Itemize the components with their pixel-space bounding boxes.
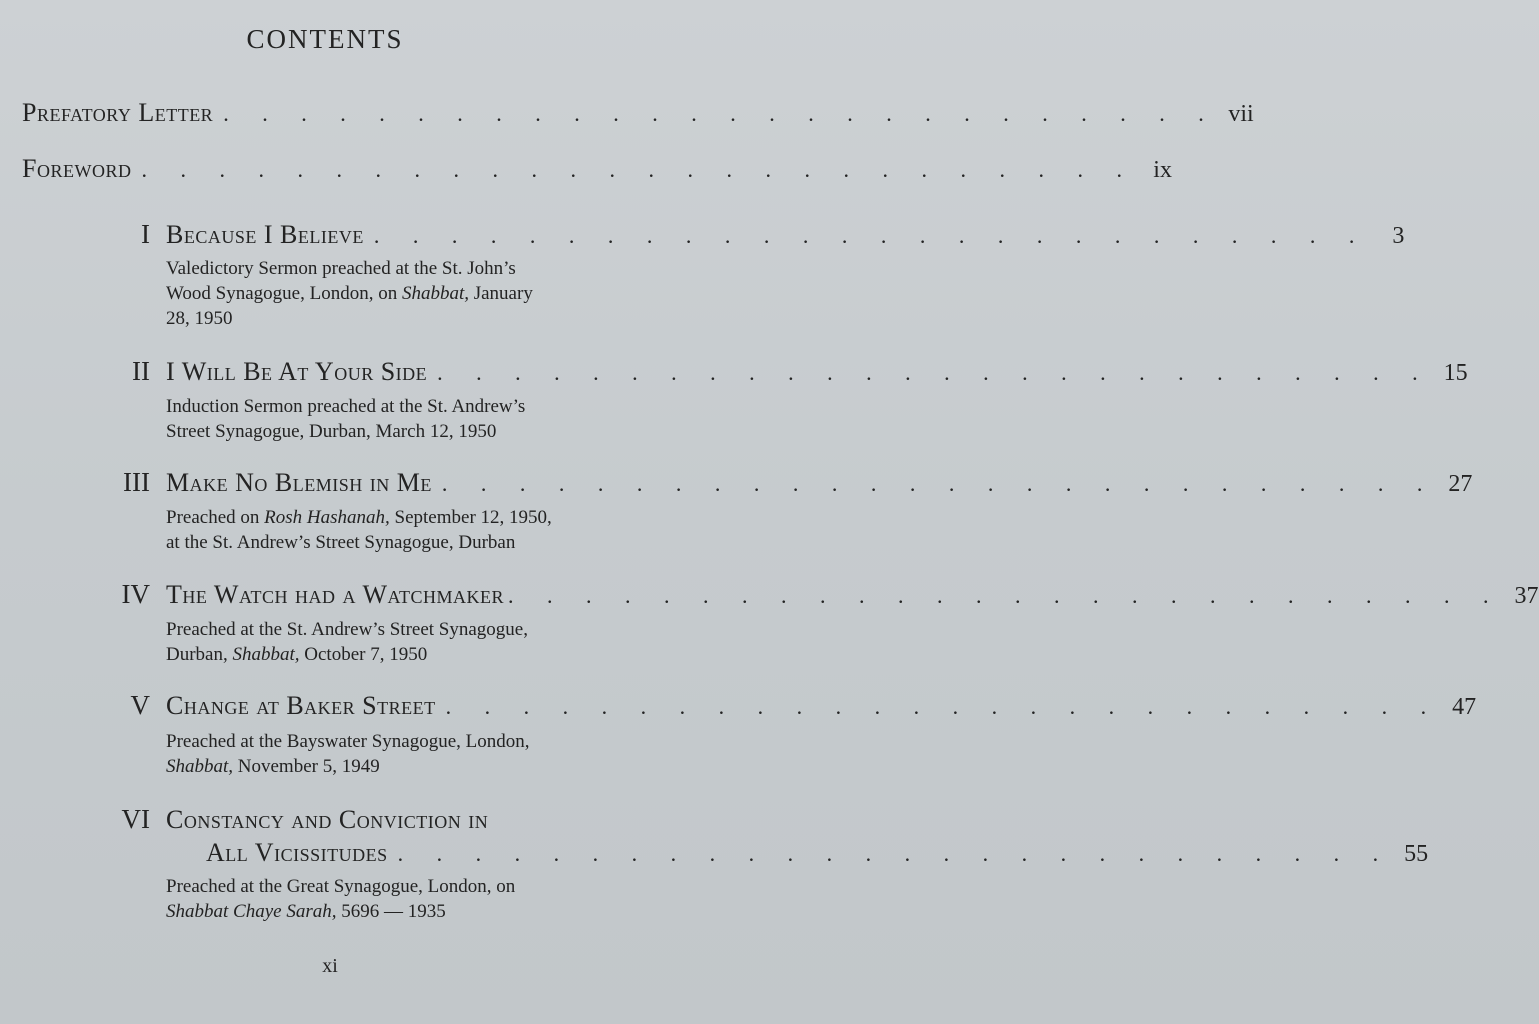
chapter-numeral: II [132, 356, 150, 386]
toc-entry-chapter-3[interactable] [166, 468, 1473, 498]
toc-entry-title: All Vicissitudes [206, 838, 388, 867]
toc-entry-title: Constancy and Conviction in [166, 805, 489, 834]
toc-entry-title: Prefatory Letter [22, 98, 214, 127]
page-number: xi [322, 955, 338, 977]
chapter-numeral: I [141, 219, 150, 249]
toc-entry-title: The Watch had a Watchmaker [166, 580, 505, 609]
toc-entry-page: 55 [1404, 841, 1429, 867]
leader-dots: . . . . . . . . . . . . . . . . . . . . . . . . . . [508, 583, 1503, 608]
chapter-description: Preached at the Bayswater Synagogue, London, Shabbat, November 5, 1949 [166, 731, 530, 777]
toc-entry-page: 3 [1392, 223, 1405, 249]
toc-entry-chapter-5[interactable] [166, 691, 1477, 721]
chapter-description: Preached on Rosh Hashanah, September 12, 1950, at the St. Andrew’s Street Synagogue, Durban [166, 507, 552, 553]
toc-entry-title: Change at Baker Street [166, 691, 436, 720]
chapter-numeral: IV [121, 579, 150, 609]
chapter-description: Valedictory Sermon preached at the St. John’s Wood Synagogue, London, on Shabbat, January 28, 1950 [166, 258, 533, 329]
chapter-numeral: VI [121, 804, 150, 834]
toc-entry-chapter-2[interactable] [166, 357, 1468, 387]
toc-entry-page: 27 [1448, 471, 1473, 497]
leader-dots: . . . . . . . . . . . . . . . . . . . . . . . . . . [223, 101, 1218, 126]
leader-dots: . . . . . . . . . . . . . . . . . . . . . . . . . . [437, 360, 1432, 385]
toc-entry-title: Foreword [22, 154, 132, 183]
leader-dots: . . . . . . . . . . . . . . . . . . . . . . . . . . [141, 157, 1136, 182]
toc-entry-title: Make No Blemish in Me [166, 468, 432, 497]
leader-dots: . . . . . . . . . . . . . . . . . . . . . . . . . . [397, 841, 1393, 866]
toc-entry-chapter-4[interactable] [166, 580, 1539, 610]
toc-entry-page: 37 [1514, 583, 1539, 609]
chapter-description: Preached at the Great Synagogue, London, on Shabbat Chaye Sarah, 5696 — 1935 [166, 876, 516, 922]
leader-dots: . . . . . . . . . . . . . . . . . . . . . . . . . . [373, 223, 1369, 248]
leader-dots: . . . . . . . . . . . . . . . . . . . . . . . . . . [441, 471, 1437, 496]
leader-dots: . . . . . . . . . . . . . . . . . . . . . . . . . . [445, 694, 1441, 719]
toc-entry-page: ix [1153, 157, 1172, 183]
toc-entry-title: Because I Believe [166, 220, 364, 249]
chapter-description: Preached at the St. Andrew’s Street Synagogue, Durban, Shabbat, October 7, 1950 [166, 619, 528, 665]
toc-entry-chapter-1[interactable] [166, 220, 1405, 250]
toc-entry-page: 15 [1443, 360, 1468, 386]
toc-entry-chapter-6-line-2[interactable] [206, 838, 1429, 868]
toc-entry-page: vii [1228, 101, 1254, 127]
page-title: CONTENTS [246, 24, 404, 54]
chapter-numeral: V [130, 690, 150, 720]
chapter-description: Induction Sermon preached at the St. Andrew’s Street Synagogue, Durban, March 12, 1950 [166, 396, 526, 442]
toc-entry-title: I Will Be At Your Side [166, 357, 428, 386]
toc-entry-chapter-6-line-1[interactable] [166, 805, 606, 835]
chapter-numeral: III [123, 467, 150, 497]
toc-entry-prefatory-letter[interactable] [22, 98, 1254, 128]
toc-entry-page: 47 [1452, 694, 1477, 720]
toc-entry-foreword[interactable] [22, 154, 1172, 184]
